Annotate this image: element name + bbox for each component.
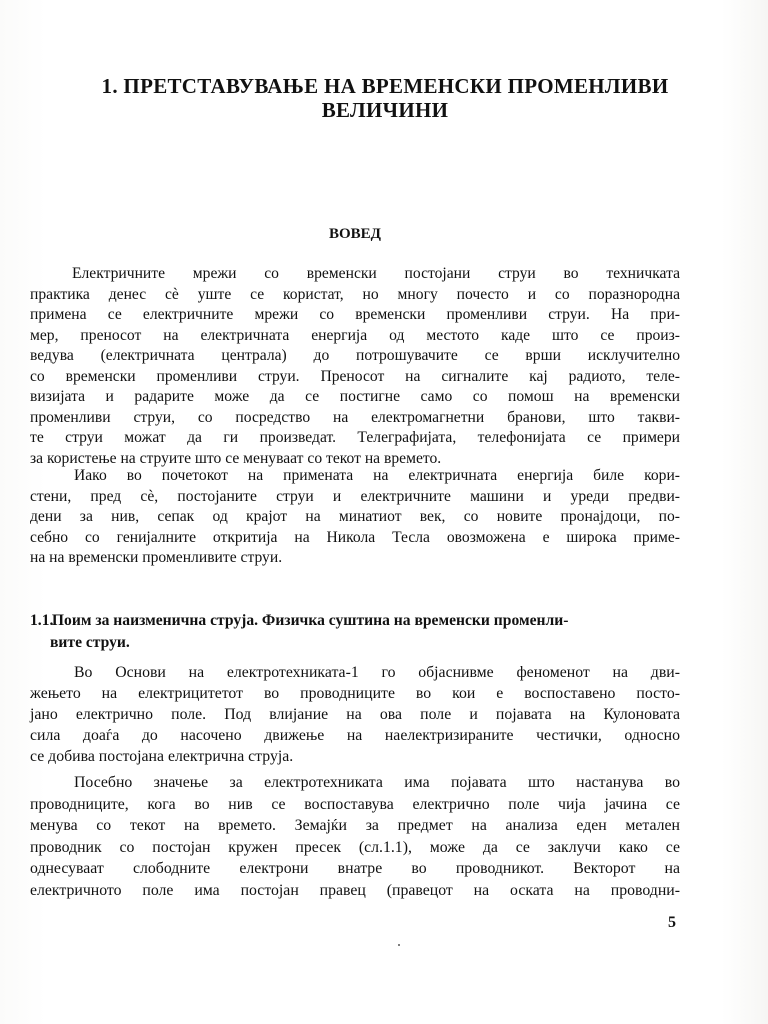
body-paragraph-2 — [30, 772, 680, 901]
text-line: менува со текот на времето. Земајќи за предмет на анализа еден метален — [30, 817, 680, 834]
text-line: Иако во почетокот на примената на електричната енергија биле кори- — [74, 467, 680, 484]
text-line: јано електрично поле. Под влијание на ова поле и појавата на Кулоновата — [30, 706, 680, 723]
text-line: те струи можат да ги произведат. Телеграфијата, телефонијата се примери — [30, 429, 680, 446]
subsection-title: Поим за наизменична струја. Физичка суштина на временски променли- — [51, 612, 569, 629]
text-line: на на временски променливите струи. — [30, 549, 283, 566]
text-line: примена се електричните мрежи со временски променливи струи. На при- — [30, 306, 680, 323]
text-line: за користење на струите што се менуваат со текот на времето. — [30, 449, 442, 467]
page-number: 5 — [668, 914, 676, 931]
print-speck — [398, 944, 400, 946]
text-line: Во Основи на електротехниката-1 го објаснивме феноменот на дви- — [74, 664, 680, 681]
text-line: стени, пред сè, постојаните струи и електричните машини и уреди предви- — [30, 487, 680, 505]
subsection-title-continued: вите струи. — [50, 634, 130, 651]
text-line: жењето на електрицитетот во проводниците во кои е воспоставено посто- — [30, 685, 680, 702]
text-line: Електричните мрежи со временски постојани струи во техничката — [72, 265, 680, 282]
chapter-title — [40, 74, 730, 122]
text-line: проводник со постојан кружен пресек (сл.1.1), може да се заклучи како се — [30, 838, 680, 856]
text-line: ведува (електричната централа) до потрошувачите се врши исклучително — [30, 347, 680, 364]
intro-paragraph-1 — [30, 264, 680, 469]
text-line: проводниците, кога во нив се воспоставува електрично поле чија јачина се — [30, 795, 680, 813]
subsection-number: 1.1. — [30, 612, 54, 629]
text-line: променливи струи, со посредство на електромагнетни бранови, што такви- — [30, 408, 680, 426]
text-line: практика денес сè уште се користат, но многу почесто и со поразнородна — [30, 285, 680, 303]
text-line: со временски променливи струи. Преносот на сигналите кај радиото, теле- — [30, 367, 680, 385]
text-line: однесуваат слободните електрони внатре во проводникот. Векторот на — [30, 860, 680, 877]
text-line: дени за нив, сепак од крајот на минатиот век, со новите пронајдоци, по- — [30, 508, 680, 525]
text-line: мер, преносот на електричната енергија од местото каде што се произ- — [30, 326, 680, 344]
intro-paragraph-2 — [30, 466, 680, 569]
subsection-heading — [30, 610, 680, 654]
chapter-title-line: ВЕЛИЧИНИ — [321, 98, 449, 122]
text-line: себно со генијалните откритија на Никола Тесла овозможена е широка приме- — [30, 528, 680, 546]
text-line: Посебно значење за електротехниката има појавата што настанува во — [74, 774, 680, 791]
chapter-title-line: 1. ПРЕТСТАВУВАЊЕ НА ВРЕМЕНСКИ ПРОМЕНЛИВИ — [101, 74, 669, 98]
body-paragraph-1 — [30, 662, 680, 767]
text-line: сила доаѓа до насочено движење на наелектризираните честички, односно — [30, 727, 680, 744]
section-heading: ВОВЕД — [328, 226, 381, 242]
text-line: се добива постојана електрична струја. — [30, 748, 294, 765]
text-line: електричното поле има постојан правец (правецот на оската на проводни- — [30, 881, 680, 899]
text-line: визијата и радарите може да се постигне само со помош на временски — [30, 388, 680, 405]
